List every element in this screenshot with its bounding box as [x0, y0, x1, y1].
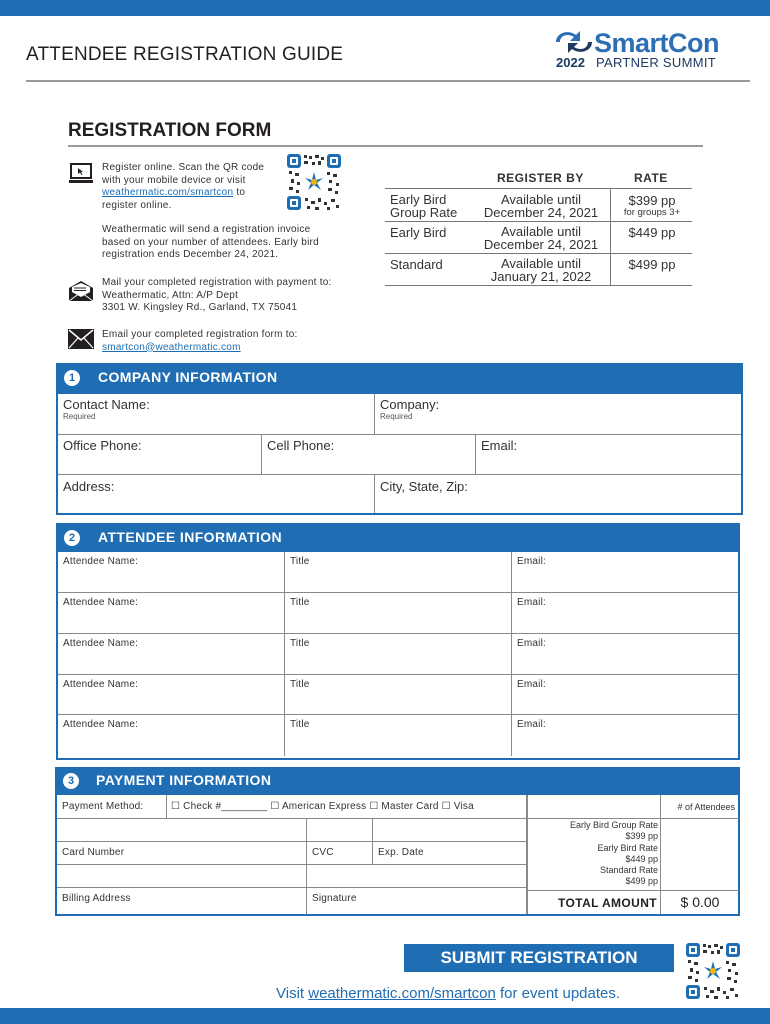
rate-row-3-name: Standard — [390, 257, 443, 272]
form-title-divider — [68, 145, 703, 147]
rate-table-divider — [385, 221, 692, 222]
attendees-count-header: # of Attendees — [677, 802, 735, 812]
rate-row-1-price: $399 pp — [628, 193, 676, 208]
invoice-instructions: Weathermatic will send a registration invoice based on your number of attendees. Early bird registration ends December 24, 2021. — [102, 224, 319, 260]
card-number-input-upper[interactable] — [57, 819, 307, 842]
rate-row-1-note: for groups 3+ — [623, 207, 681, 218]
attendee-email-field[interactable]: Email: — [512, 634, 738, 675]
attendee-email-field[interactable]: Email: — [512, 675, 738, 715]
check-checkbox[interactable]: ☐ — [171, 801, 181, 812]
cvc-field[interactable]: CVC — [307, 842, 373, 865]
attendee-email-field[interactable]: Email: — [512, 593, 738, 634]
section-title: PAYMENT INFORMATION — [96, 772, 272, 788]
visa-checkbox[interactable]: ☐ — [441, 801, 451, 812]
col-register-by-header: REGISTER BY — [497, 171, 584, 185]
check-option-label: Check #________ — [183, 801, 268, 812]
cell-phone-field[interactable]: Cell Phone: — [262, 435, 476, 475]
visa-option-label: Visa — [453, 801, 474, 812]
bottom-brand-bar — [0, 1008, 770, 1024]
rate-row-2-deadline: Available until December 24, 2021 — [483, 224, 599, 252]
attendee-name-field[interactable]: Attendee Name: — [58, 552, 285, 593]
rate-row-1-deadline: Available until December 24, 2021 — [483, 192, 599, 220]
logo-brand-text: SmartCon — [594, 28, 720, 58]
logo-subtitle: PARTNER SUMMIT — [596, 55, 717, 70]
payment-method-label-cell: Payment Method: — [57, 795, 167, 819]
company-email-field[interactable]: Email: — [476, 435, 741, 475]
order-summary — [527, 795, 738, 914]
attendee-email-field[interactable]: Email: — [517, 719, 546, 730]
billing-address-field[interactable]: Billing Address — [57, 888, 307, 914]
exp-date-field[interactable]: Exp. Date — [373, 842, 527, 865]
top-brand-bar — [0, 0, 770, 16]
section-number: 2 — [64, 530, 80, 546]
rate-row-1-name: Early Bird Group Rate — [390, 192, 458, 220]
laptop-icon — [69, 163, 93, 185]
footer-event-link[interactable]: weathermatic.com/smartcon — [308, 985, 496, 1002]
signature-input-upper[interactable] — [307, 865, 527, 888]
attendee-name-field[interactable]: Attendee Name: — [58, 675, 285, 715]
cvc-input-upper[interactable] — [307, 819, 373, 842]
qr-code[interactable] — [686, 943, 740, 999]
section-number: 1 — [64, 370, 80, 386]
page-title: ATTENDEE REGISTRATION GUIDE — [26, 44, 344, 65]
section-number: 3 — [63, 773, 79, 789]
amex-checkbox[interactable]: ☐ — [270, 801, 280, 812]
online-register-link[interactable]: weathermatic.com/smartcon — [102, 187, 234, 198]
qr-code[interactable] — [287, 154, 341, 210]
company-section-header — [56, 363, 743, 393]
mastercard-checkbox[interactable]: ☐ — [369, 801, 379, 812]
mail-envelope-icon — [68, 280, 94, 302]
submit-registration-button[interactable]: SUBMIT REGISTRATION — [404, 944, 674, 972]
mastercard-option-label: Master Card — [381, 801, 439, 812]
exp-date-input-upper[interactable] — [373, 819, 527, 842]
attendee-rows — [58, 552, 738, 756]
section-title: ATTENDEE INFORMATION — [98, 529, 283, 545]
attendee-section-header — [56, 523, 740, 553]
attendee-email-field[interactable]: Email: — [512, 552, 738, 593]
rate-row-2-name: Early Bird — [390, 225, 447, 240]
logo-swirl-icon — [556, 31, 592, 53]
attendee-count-input[interactable] — [660, 819, 739, 890]
logo-year: 2022 — [556, 55, 585, 70]
attendee-title-field[interactable]: Title — [285, 552, 512, 593]
attendee-title-field[interactable]: Title — [285, 675, 512, 715]
form-title: REGISTRATION FORM — [68, 120, 272, 141]
payment-form — [55, 795, 740, 916]
payment-method-options — [167, 795, 527, 819]
rate-row-3-price: $499 pp — [628, 257, 676, 272]
attendees-header-row — [528, 795, 739, 819]
attendee-name-field[interactable]: Attendee Name: — [58, 715, 285, 756]
header-divider — [26, 80, 750, 82]
total-row — [528, 890, 739, 914]
rate-table-divider — [385, 285, 692, 286]
payment-section-header — [55, 767, 740, 795]
attendee-title-field[interactable]: Title — [285, 634, 512, 675]
contact-name-field[interactable]: Contact Name: Required — [58, 394, 375, 435]
billing-address-input-upper[interactable] — [57, 865, 307, 888]
mail-instructions: Mail your completed registration with payment to: Weathermatic, Attn: A/P Dept 3301 W. Kingsley Rd., Garland, TX 75041 — [102, 277, 332, 313]
card-number-field[interactable]: Card Number — [57, 842, 307, 865]
attendee-form — [56, 552, 740, 760]
email-instructions: Email your completed registration form to: smartcon@weathermatic.com — [102, 329, 298, 353]
company-form — [56, 392, 743, 515]
rate-summary: Early Bird Group Rate $399 pp Early Bird Rate $449 pp Standard Rate $499 pp — [569, 820, 658, 887]
col-rate-header: RATE — [634, 171, 668, 185]
footer-visit-text: Visit weathermatic.com/smartcon for event updates. — [276, 985, 621, 1002]
rate-table-divider — [385, 188, 692, 189]
rate-col-divider — [610, 188, 611, 285]
attendee-name-field[interactable]: Attendee Name: — [58, 634, 285, 675]
address-field[interactable]: Address: — [58, 475, 375, 513]
city-state-zip-field[interactable]: City, State, Zip: — [380, 479, 468, 494]
signature-field[interactable]: Signature — [307, 888, 527, 914]
attendee-name-field[interactable]: Attendee Name: — [58, 593, 285, 634]
smartcon-email-link[interactable]: smartcon@weathermatic.com — [102, 341, 241, 353]
attendee-title-field[interactable]: Title — [285, 715, 512, 756]
office-phone-field[interactable]: Office Phone: — [58, 435, 262, 475]
online-instructions: Register online. Scan the QR code with your mobile device or visit weathermatic.com/smartcon to register online. — [102, 162, 265, 211]
attendee-title-field[interactable]: Title — [285, 593, 512, 634]
total-amount-value: $ 0.00 — [660, 891, 739, 914]
rate-table-divider — [385, 253, 692, 254]
smartcon-logo — [556, 28, 746, 68]
total-amount-label: TOTAL AMOUNT — [557, 896, 657, 910]
email-envelope-icon — [68, 329, 94, 349]
rate-row-2-price: $449 pp — [628, 225, 676, 240]
rate-row-3-deadline: Available until January 21, 2022 — [490, 256, 592, 284]
amex-option-label: American Express — [281, 801, 367, 812]
section-title: COMPANY INFORMATION — [98, 369, 278, 385]
company-field[interactable]: Company: Required — [375, 394, 741, 435]
